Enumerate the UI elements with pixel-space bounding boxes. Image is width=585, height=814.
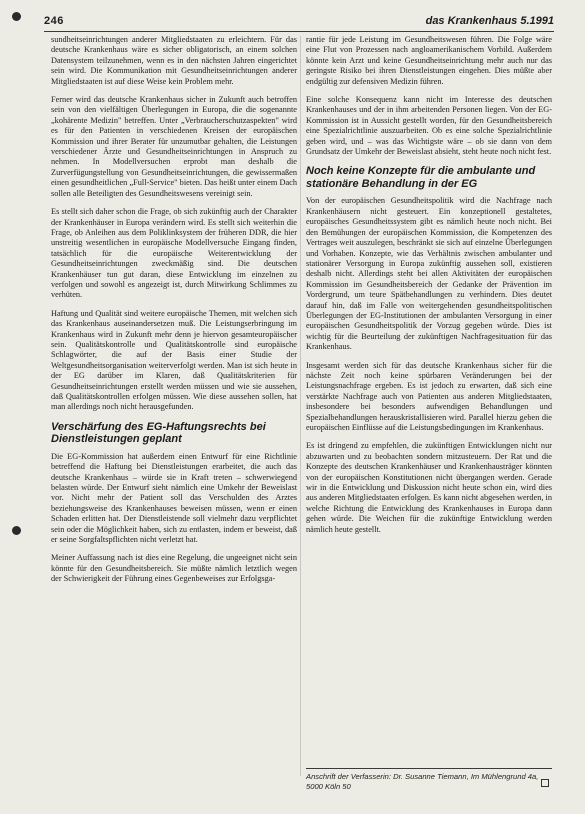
paragraph: Meiner Auffassung nach ist dies eine Regelung, die ungeeignet nicht sein könnte für den Gesundheitsbereich. Sie müßte nämlich letztlich wegen der Schwierigkeit der Führung eines Gegenbeweises zur Erfolgsga- [51,553,297,584]
paragraph: Es stellt sich daher schon die Frage, ob sich zukünftig auch der Charakter der Krankenhäuser in Europa verändern wird. Es stellt sich weiterhin die Frage, ob Anleihen aus dem Poliklinksystem der früheren DDR, die hier unstreitig wesentlichen in europäische Modellversuche Eingang finden, tatsächlich für die europäische Weiterentwicklung der Gesundheitseinrichtungen zweckmäßig sind. Die deutschen Krankenhäuser tun gut daran, diese Entwicklung im einzelnen zu verfolgen und sowohl es angezeigt ist, durch Mitwirkung Schlimmes zu verhüten. [51,207,297,300]
paragraph: Eine solche Konsequenz kann nicht im Interesse des deutschen Krankenhauses und der in ihm arbeitenden Personen liegen. Von der EG-Kommission ist in Aussicht gestellt worden, für den Gesundheitsbereich eine Spezialrichtlinie auszuarbeiten. Ob es eine solche Spezialrichtlinie geben wird, und – was das Wichtigste wäre – ob sie dann von dem Grundsatz der Umkehr der Beweislast absieht, steht heute noch nicht fest. [306,95,552,157]
punch-hole-icon [12,12,21,21]
punch-hole-icon [12,526,21,535]
section-heading: Verschärfung des EG-Haftungsrechts bei Dienstleistungen geplant [51,420,266,446]
paragraph: sundheitseinrichtungen anderer Mitgliedstaaten zu erleichtern. Für das deutsche Krankenhaus wäre es sicher obligatorisch, an einem solchen Datensystem teilzunehmen, wenn es in den nächsten Jahren eingerichtet sein wird. Die Kommunikation mit Gesundheitseinrichtungen anderer Mitgliedstaaten ist auf diese Weise kein Problem mehr. [51,35,297,86]
page-number: 246 [44,15,64,27]
paragraph: Ferner wird das deutsche Krankenhaus sicher in Zukunft auch betroffen sein von den vielfältigen Überlegungen in Europa, die die sogenannte „kohärente Medizin" betreffen. Unter „Verbraucherschutzaspekten" wird es für den Patienten in verschiedenen Kreisen der europäischen Kommission und ihrer Berater für unzumutbar gehalten, die Leistungen verschiedener Ärzte und Gesundheitseinrichtungen in Anspruch zu nehmen. In Modellversuchen erprobt man deshalb die Zurverfügungstellung von Gesundheitseinrichtungen, die gewissermaßen einen gesundheitlichen „Full-Service" bieten. Das heißt unter einem Dach sollen alle Beteiligten des Gesundheitswesens vereinigt sein. [51,95,297,198]
paragraph: Insgesamt werden sich für das deutsche Krankenhaus sicher für die nächste Zeit noch keine spürbaren Veränderungen bei der Leistungsnachfrage ergeben. Es ist jedoch zu erwarten, daß sich eine verstärkte Nachfrage auch von Patienten aus anderen Mitgliedstaaten, insbesondere bei besonders aufwendigen Behandlungen und Spezialbehandlungen herauskristallisieren wird. Parallel hierzu geben die europäischen Einflüsse auf die Leistungsbedingungen im Krankenhaus. [306,360,552,432]
paragraph: Von der europäischen Gesundheitspolitik wird die Nachfrage nach Krankenhäusern nicht gesteuert. Ein konzeptionell gestaltetes, europäisches Gesundheitssystem gibt es nämlich heute noch nicht. Bei den Bemühungen der europäischen Kommission, die Kompetenzen des Vertrages weit auszulegen, beschränkt sie sich auf einzelne Überlegungen und Vorhaben. Konzepte, wie das Verhältnis zwischen ambulanter und stationärer Versorgung in Europa zukünftig aussehen soll, existieren deshalb nicht. Allerdings steht bei allen Aktivitäten der europäischen Kommission im Gesundheitsbereich der Gedanke der Prävention im Vordergrund, um teure Spätbehandlungen zu verhindern. Dies deutet darauf hin, daß im Falle von weitergehenden gesundheitspolitischen Überlegungen der EG-Institutionen der ambulanten Versorgung in einer europäischen Gesundheitspolitik der Vorzug gegeben würde. Dies ist wichtig für die Beurteilung der zukünftigen Nachfragesituation für das Krankenhaus. [306,196,552,352]
paragraph: Es ist dringend zu empfehlen, die zukünftigen Entwicklungen nicht nur abzuwarten und zu beobachten sondern mitzusteuern. Der Rat und die Konzepte des deutschen Krankenhäuser und Krankenhausträger könnten von der europäischen Konstitutionen nicht übergangen werden. Gerade wir in die Entwicklung und Diskussion nicht heute schon ein, wird dies aus anderen Mitgliedstaaten erfolgen. Es kann nicht abgesehen werden, in welche Richtung die Entwicklung des Krankenhauses in Europa dann gehen würde. Die Weichen für die zukünftige Entwicklung werden nämlich heute gestellt. [306,441,552,534]
end-of-article-icon [541,779,549,787]
left-column [51,35,297,593]
journal-title: das Krankenhaus 5.1991 [425,15,554,27]
author-footnote: Anschrift der Verfasserin: Dr. Susanne Tiemann, Im Mühlengrund 4a, 5000 Köln 50 [306,768,552,791]
column-divider [300,36,301,776]
paragraph: rantie für jede Leistung im Gesundheitswesen führen. Die Folge wäre eine Flut von Prozessen nach angloamerikanischem Vorbild. Außerdem könnte kein Arzt und keine Gesundheitseinrichtung mehr auch nur das geringste Risiko bei ihren Dienstleistungen eingehen. Dies müßte aber endgültig zur defensiven Medizin führen. [306,35,552,86]
right-column [306,35,552,543]
page-header [44,15,554,32]
paragraph: Die EG-Kommission hat außerdem einen Entwurf für eine Richtlinie betreffend die Haftung bei Dienstleistungen erarbeitet, die auch das deutsche Krankenhaus – würde sie in Kraft treten – schwerwiegend belasten würde. Der Entwurf sieht nämlich eine Umkehr der Beweislast vor. Nicht mehr der Patient soll das Verschulden des Arztes beziehungsweise des Krankenhauses beweisen müssen, wenn er einen Schaden erlitten hat. Der Dienstleistende soll vielmehr dazu verpflichtet sein oder die Möglichkeit haben, sich zu entlasten, indem er beweist, daß er seine Sorgfaltspflichten nicht verletzt hat. [51,451,297,545]
section-heading: Noch keine Konzepte für die ambulante und stationäre Behandlung in der EG [306,165,536,190]
paragraph: Haftung und Qualität sind weitere europäische Themen, mit welchen sich das Krankenhaus auseinandersetzen muß. Die Leistungserbringung im Krankenhaus wird in Zukunft mehr denn je hiervon gesamteuropäischer sein. Qualitätskontrolle und Qualitätskontrolle sind europäische Schlagwörter, die auf der Basis einer Studie der Weltgesundheitsorganisation weiterverfolgt werden. Man ist sich heute in der EG darüber im Klaren, daß Qualitätskriterien für Gesundheitseinrichtungen erstellt werden müssen und wie sie aussehen, daß Qualitätskontrollen erfolgen müssen. Wie diese aussehen sollen, hat man allerdings noch nicht herausgefunden. [51,308,297,412]
